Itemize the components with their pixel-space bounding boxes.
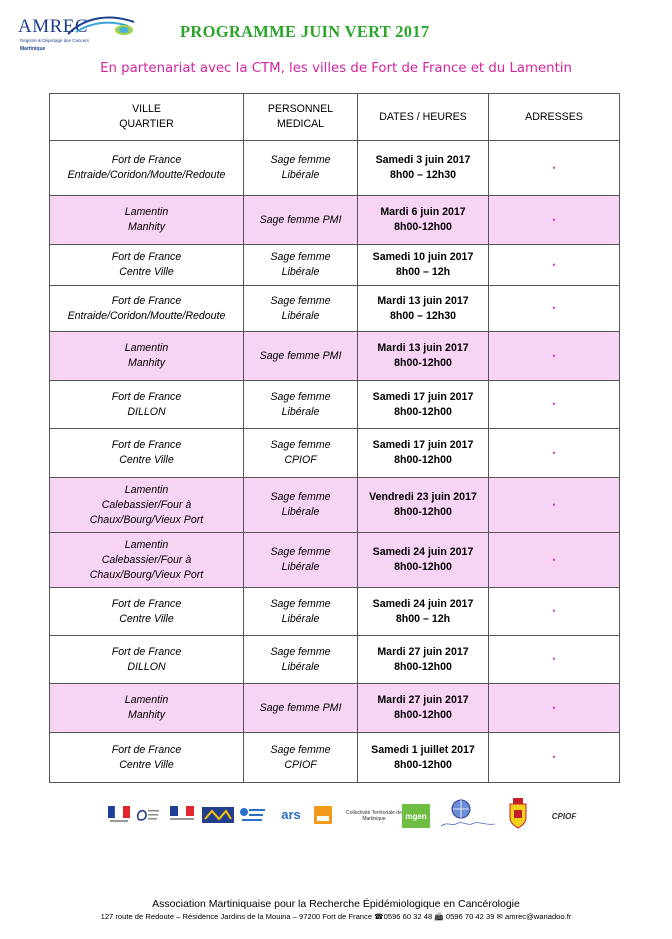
cell-adresse [489, 141, 620, 196]
address-marker-icon: • [552, 259, 556, 270]
cell-date: Samedi 24 juin 2017 8h00 – 12h [358, 588, 489, 636]
cell-personnel: Sage femme PMI [244, 332, 358, 381]
cell-ville: Fort de France Centre Ville [50, 429, 244, 478]
cell-date: Mardi 27 juin 2017 8h00-12h00 [358, 684, 489, 733]
assurance-maladie-logo [238, 806, 266, 824]
cell-personnel: Sage femme CPIOF [244, 429, 358, 478]
cell-ville: Fort de France Centre Ville [50, 733, 244, 783]
logo-subtitle: Registre & Dépistage des Cancers [20, 38, 90, 43]
cell-personnel: Sage femme Libérale [244, 141, 358, 196]
ministere-sante-logo [170, 806, 194, 822]
cell-date: Mardi 13 juin 2017 8h00 – 12h30 [358, 286, 489, 332]
footer-association: Association Martiniquaise pour la Recherche Épidémiologique en Cancérologie [152, 898, 520, 910]
ameli-logo [202, 807, 234, 823]
cell-ville: Lamentin Manhity [50, 332, 244, 381]
ars-logo: ars [281, 806, 301, 822]
programme-table [49, 93, 620, 783]
cell-adresse [489, 733, 620, 783]
cell-date: Samedi 17 juin 2017 8h00-12h00 [358, 429, 489, 478]
partner-logos [100, 796, 600, 842]
cell-ville: Lamentin Calebassier/Four à Chaux/Bourg/Vieux Port [50, 533, 244, 588]
amrec-globe-logo [448, 798, 474, 820]
address-marker-icon: • [552, 654, 556, 664]
address-marker-icon: • [552, 554, 556, 565]
page-subtitle: En partenariat avec la CTM, les villes de Fort de France et du Lamentin [100, 61, 572, 76]
cell-date: Samedi 17 juin 2017 8h00-12h00 [358, 381, 489, 429]
address-marker-icon: • [552, 162, 556, 173]
cpiof-logo: CPIOF [551, 811, 577, 821]
cell-ville: Fort de France Entraide/Coridon/Moutte/Redoute [50, 286, 244, 332]
header-personnel: PERSONNEL MEDICAL [244, 94, 358, 141]
amrec-logo [18, 10, 138, 52]
address-marker-icon: • [552, 752, 556, 762]
cell-adresse [489, 588, 620, 636]
cell-date: Vendredi 23 juin 2017 8h00-12h00 [358, 478, 489, 533]
address-marker-icon: • [552, 214, 556, 225]
cell-adresse [489, 381, 620, 429]
table-row [50, 588, 620, 636]
cell-ville: Fort de France DILLON [50, 636, 244, 684]
ville-lamentin-crest [508, 796, 528, 832]
signature-logo [440, 820, 496, 828]
cell-ville: Fort de France DILLON [50, 381, 244, 429]
cell-adresse [489, 533, 620, 588]
cell-adresse [489, 636, 620, 684]
address-marker-icon: • [552, 350, 556, 361]
table-row [50, 245, 620, 286]
cell-adresse [489, 478, 620, 533]
cell-ville: Lamentin Manhity [50, 684, 244, 733]
cell-date: Samedi 24 juin 2017 8h00-12h00 [358, 533, 489, 588]
cell-date: Mardi 27 juin 2017 8h00-12h00 [358, 636, 489, 684]
cell-ville: Fort de France Entraide/Coridon/Moutte/Redoute [50, 141, 244, 196]
address-marker-icon: • [552, 399, 556, 409]
cell-personnel: Sage femme Libérale [244, 245, 358, 286]
institut-national-cancer-logo [134, 806, 160, 824]
table-row [50, 684, 620, 733]
address-marker-icon: • [552, 303, 556, 313]
address-marker-icon: • [552, 606, 556, 616]
cell-personnel: Sage femme Libérale [244, 588, 358, 636]
cell-personnel: Sage femme Libérale [244, 286, 358, 332]
page-title: PROGRAMME JUIN VERT 2017 [180, 22, 430, 41]
table-row [50, 533, 620, 588]
cell-personnel: Sage femme Libérale [244, 533, 358, 588]
cell-personnel: Sage femme CPIOF [244, 733, 358, 783]
ctm-logo: Collectivité Territoriale de Martinique [346, 810, 402, 822]
cell-date: Mardi 13 juin 2017 8h00-12h00 [358, 332, 489, 381]
table-row [50, 478, 620, 533]
cell-adresse [489, 429, 620, 478]
header-ville: VILLE QUARTIER [50, 94, 244, 141]
cell-adresse [489, 684, 620, 733]
logo-name: AMREC [18, 16, 89, 37]
table-header-row [50, 94, 620, 141]
la-ligue-logo [314, 806, 332, 824]
mgen-logo: mgen [402, 804, 430, 828]
table-row [50, 141, 620, 196]
logo-region: Martinique [20, 46, 46, 52]
address-marker-icon: • [552, 447, 556, 458]
logo-swoosh-icon [66, 14, 136, 40]
cell-personnel: Sage femme Libérale [244, 636, 358, 684]
cell-personnel: Sage femme PMI [244, 684, 358, 733]
cell-adresse [489, 245, 620, 286]
table-row [50, 286, 620, 332]
cell-ville: Fort de France Centre Ville [50, 588, 244, 636]
cell-adresse [489, 196, 620, 245]
table-row [50, 429, 620, 478]
table-row [50, 196, 620, 245]
table-row [50, 381, 620, 429]
header-adresses: ADRESSES [489, 94, 620, 141]
header-dates: DATES / HEURES [358, 94, 489, 141]
cell-date: Samedi 3 juin 2017 8h00 – 12h30 [358, 141, 489, 196]
cell-ville: Fort de France Centre Ville [50, 245, 244, 286]
table-row [50, 636, 620, 684]
address-marker-icon: • [552, 499, 556, 510]
cell-adresse [489, 332, 620, 381]
cell-date: Mardi 6 juin 2017 8h00-12h00 [358, 196, 489, 245]
cell-ville: Lamentin Calebassier/Four à Chaux/Bourg/Vieux Port [50, 478, 244, 533]
address-marker-icon: • [552, 702, 556, 713]
cell-personnel: Sage femme PMI [244, 196, 358, 245]
footer-address: 127 route de Redoute – Résidence Jardins de la Mouina – 97200 Fort de France ☎0596 60 32 48 📠 0596 70 42 39 ✉ amrec@wanadoo.fr [100, 912, 572, 921]
cell-personnel: Sage femme Libérale [244, 381, 358, 429]
table-row [50, 332, 620, 381]
table-row [50, 733, 620, 783]
cell-date: Samedi 10 juin 2017 8h00 – 12h [358, 245, 489, 286]
cell-personnel: Sage femme Libérale [244, 478, 358, 533]
cell-adresse [489, 286, 620, 332]
cell-date: Samedi 1 juillet 2017 8h00-12h00 [358, 733, 489, 783]
republique-francaise-logo [108, 806, 130, 824]
cell-ville: Lamentin Manhity [50, 196, 244, 245]
